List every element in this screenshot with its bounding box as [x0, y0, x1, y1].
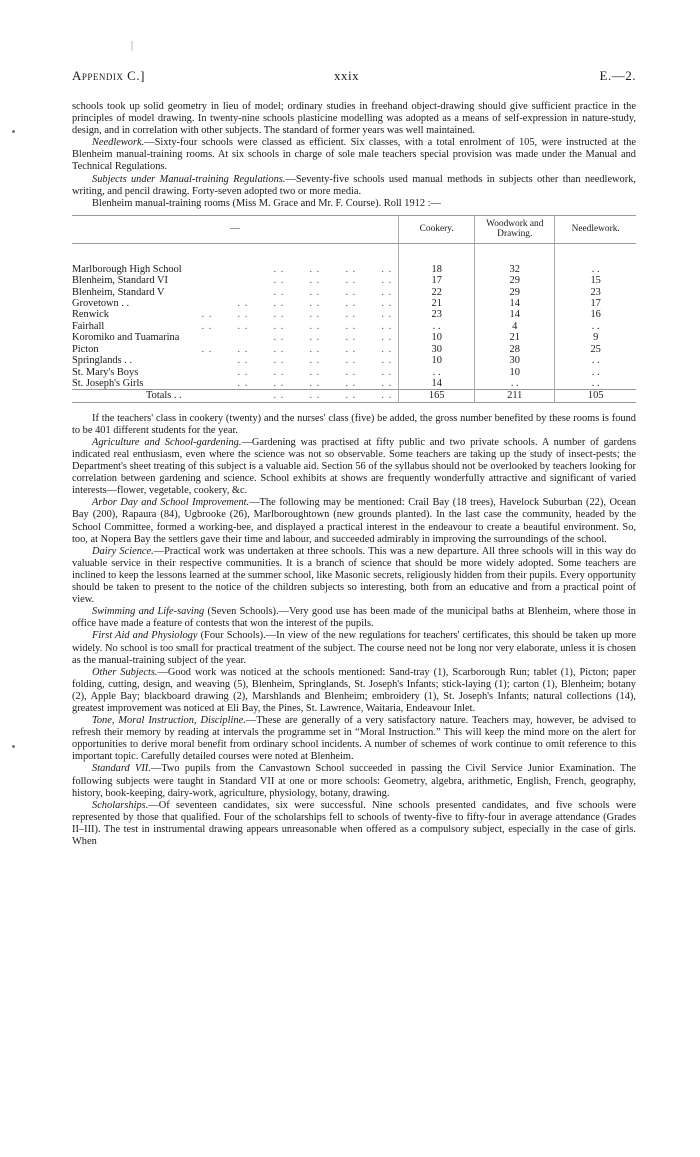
- paragraph-text: —These are generally of a very satisfactory nature. Teachers may, however, be advised to refresh their memory by reading at intervals the programme set in “Moral Instruction.” This will keep the mind more on the alert for opportunities to derive moral benefit from ordinary school incidents. A number of schemes of work continue to omit reference to this important topic. Carefully detailed courses were noted at Blenheim.: [72, 715, 637, 763]
- woodwork-total: 211: [475, 390, 555, 402]
- cookery-value: 18: [399, 264, 475, 275]
- paragraph: [72, 101, 636, 137]
- leader-dots: . . . . . . . . . . . .: [201, 343, 393, 355]
- woodwork-value: 29: [475, 287, 555, 298]
- paragraph: [72, 667, 636, 715]
- table-row: [72, 367, 636, 378]
- cookery-value: 22: [399, 287, 475, 298]
- school-name: St. Mary's Boys: [72, 366, 139, 378]
- cookery-value: 14: [399, 378, 475, 390]
- table-row: [72, 287, 636, 298]
- needlework-value: 17: [555, 298, 636, 309]
- paragraph-text: —Practical work was undertaken at three schools. This was a new departure. All three schools will in this way do valuable service in their respective communities. It is a branch of science that should be more widely adopted. Some teachers are inclined to keep the lessons learned at the summer school, like Masonic secrets, religiously hidden from their pupils. Every opportunity should be taken to present to the notice of the children subjects so interesting, both from an educative and from a practical point of view.: [72, 545, 636, 606]
- leader-dots: . . . . . . . .: [273, 390, 393, 402]
- paragraph-text: (Four Schools).—In view of the new regulations for teachers' certificates, this should be taken up more widely. No school is too small for practical treatment of the subject. The course need not be long nor very elaborate, unless it is chosen as the manual-training subject of the year.: [72, 630, 637, 666]
- table-row: [72, 309, 636, 320]
- paragraph-heading: Dairy Science.: [92, 545, 154, 557]
- leader-dots: . . . . . . . .: [273, 263, 393, 275]
- school-name: Fairhall: [72, 320, 105, 332]
- needlework-value: 25: [555, 344, 636, 355]
- cookery-total: 165: [399, 390, 475, 402]
- cookery-value: 10: [399, 355, 475, 366]
- woodwork-value: 30: [475, 355, 555, 366]
- stub-header: —: [72, 215, 399, 243]
- paragraph: [72, 437, 636, 497]
- table-row: [72, 332, 636, 343]
- table-spacer-row: [72, 243, 636, 264]
- school-name: Blenheim, Standard V: [72, 286, 165, 298]
- table-row: [72, 344, 636, 355]
- cookery-value: . .: [399, 367, 475, 378]
- paragraph: [72, 546, 636, 606]
- totals-label: Totals . .: [146, 390, 182, 402]
- paragraph: [72, 606, 636, 630]
- paragraph: [72, 174, 636, 198]
- paragraph: [72, 497, 636, 545]
- paragraph-text: (Seven Schools).—Very good use has been made of the municipal baths at Blenheim, where those in office have made a feature of contests that won the interest of the pupils.: [72, 606, 636, 630]
- school-name: Renwick: [72, 309, 109, 321]
- needlework-value: 16: [555, 309, 636, 320]
- woodwork-value: 21: [475, 332, 555, 343]
- school-name: Grovetown . .: [72, 298, 130, 310]
- table-row: [72, 378, 636, 390]
- totals-label-cell: [72, 390, 399, 402]
- paragraph-heading: Other Subjects.: [92, 666, 158, 678]
- needlework-value: 15: [555, 275, 636, 286]
- needlework-value: . .: [555, 355, 636, 366]
- leader-dots: . . . . . . . . . . . .: [201, 320, 393, 332]
- spacer-cell: [555, 243, 636, 264]
- paragraph-text: schools took up solid geometry in lieu of model; ordinary studies in freehand object-drawing should give sufficient practice in the principles of model drawing. In twenty-nine schools plasticine modelling was adopted as a means of self-expression in nature-study, design, and in correlation with other subjects. The standard of former years was well maintained.: [72, 101, 636, 137]
- school-name: Springlands . .: [72, 355, 133, 367]
- header-appendix: Appendix C.]: [72, 68, 145, 83]
- paragraph-heading: Arbor Day and School Improvement.: [92, 497, 250, 509]
- totals-row: [72, 390, 636, 402]
- paragraph-heading: Needlework.: [92, 137, 145, 149]
- school-cell: [72, 264, 399, 275]
- paragraph: [72, 715, 636, 763]
- margin-dot: [12, 745, 15, 748]
- school-name: Marlborough High School: [72, 263, 182, 275]
- table-body: [72, 243, 636, 402]
- header-cookery: Cookery.: [399, 215, 475, 243]
- header-needlework: Needlework.: [555, 215, 636, 243]
- header-report-code: E.—2.: [599, 68, 636, 83]
- school-name: Koromiko and Tuamarina: [72, 332, 180, 344]
- needlework-value: . .: [555, 264, 636, 275]
- table-row: [72, 264, 636, 275]
- intro-section: [72, 101, 636, 198]
- leader-dots: . . . . . . . . . .: [237, 377, 393, 389]
- paragraph-heading: Tone, Moral Instruction, Discipline.: [92, 715, 246, 727]
- paragraph-text: —Sixty-four schools were classed as efficient. Six classes, with a total enrolment of 105, were instructed at the Blenheim manual-training rooms. At six schools in charge of sole male teachers special provision was made under the Manual and Technical Regulations.: [72, 137, 636, 173]
- leader-dots: . . . . . . . . . .: [237, 298, 393, 310]
- woodwork-value: 28: [475, 344, 555, 355]
- table-row: [72, 275, 636, 286]
- woodwork-value: 14: [475, 298, 555, 309]
- leader-dots: . . . . . . . .: [273, 286, 393, 298]
- table-row: [72, 355, 636, 366]
- leader-dots: . . . . . . . . . . . .: [201, 309, 393, 321]
- paragraph-heading: Swimming and Life-saving: [92, 606, 205, 618]
- header-woodwork: Woodwork and Drawing.: [475, 215, 555, 243]
- cookery-value: 23: [399, 309, 475, 320]
- page-header: [72, 68, 636, 88]
- cookery-value: 21: [399, 298, 475, 309]
- cookery-value: . .: [399, 321, 475, 332]
- paragraph-heading: Standard VII.: [92, 763, 151, 775]
- paragraph-text: If the teachers' class in cookery (twenty) and the nurses' class (five) be added, the gross number benefited by these rooms is found to be 401 different students for the year.: [72, 412, 636, 436]
- paragraph: [72, 763, 636, 799]
- manual-training-table: [72, 215, 636, 403]
- spacer-cell: [399, 243, 475, 264]
- needlework-value: . .: [555, 321, 636, 332]
- table-row: [72, 321, 636, 332]
- table-header-row: [72, 215, 636, 243]
- paragraph: [72, 800, 636, 848]
- school-cell: [72, 298, 399, 309]
- page-body: [72, 101, 636, 848]
- needlework-total: 105: [555, 390, 636, 402]
- woodwork-value: 10: [475, 367, 555, 378]
- spacer-cell: [72, 243, 399, 264]
- school-cell: [72, 378, 399, 390]
- school-cell: [72, 309, 399, 320]
- paragraph-text: —Good work was noticed at the schools mentioned: Sand-tray (1), Scarborough Run; tablet (1), Picton; paper folding, cutting, design, and weaving (5), Blenheim, Springlands, St. Joseph's Infants; stick-laying (1); carton (1), Blenheim; botany (2), Apple Bay; blackboard drawing (2), Marshlands and Blenheim; embroidery (1), St. Joseph's Infants; natural collections (14), greatest improvement was noticed at Eli Bay, the Pines, St. Lawrence, Waitaria, Endeavour Inlet.: [72, 666, 636, 714]
- spacer-cell: [475, 243, 555, 264]
- paragraph: [72, 137, 636, 173]
- paragraph-text: —Of seventeen candidates, six were successful. Nine schools presented candidates, and five schools were represented by those that qualified. Four of the scholarships fell to schools of twenty-five to fifty-four in average attendance (Grades II–III). The test in instrumental drawing appears unreasonable when offered as a compulsory subject, especially in the case of girls. When: [72, 799, 636, 847]
- paragraph-text: —Gardening was practised at fifty public and two private schools. A number of gardens indicated real enthusiasm, even where the science was not so observable. Some teachers are taking up the study of insect-pests; the Department's sheet treating of this subject is a valuable aid. Section 56 of the syllabus should not be overlooked by teachers looking for correlation between gardening and science. School exhibits at shows are frequently wonderfully attractive and significant of varied interests—flower, vegetable, cookery, &c.: [72, 436, 637, 497]
- needlework-value: 23: [555, 287, 636, 298]
- needlework-value: . .: [555, 367, 636, 378]
- woodwork-value: 14: [475, 309, 555, 320]
- cookery-value: 17: [399, 275, 475, 286]
- paragraph-text: —The following may be mentioned: Crail Bay (18 trees), Havelock Suburban (22), Ocean Bay (200), Rapaura (84), Ugbrooke (26), Marlboroughtown (new grounds planted). In the last case the community, headed by the School Committee, formed a working-bee, and displayed a practical interest in the endeavour to create a beautiful environment. So, too, at Nopera Bay the settlers gave their time and labour, and succeeded admirably in improving the surroundings of the school.: [72, 497, 636, 545]
- school-name: Picton: [72, 343, 99, 355]
- school-cell: [72, 367, 399, 378]
- woodwork-value: . .: [475, 378, 555, 390]
- paragraph-heading: First Aid and Physiology: [92, 630, 198, 642]
- woodwork-value: 32: [475, 264, 555, 275]
- leader-dots: . . . . . . . .: [273, 332, 393, 344]
- school-name: St. Joseph's Girls: [72, 377, 144, 389]
- cookery-value: 30: [399, 344, 475, 355]
- table-row: [72, 298, 636, 309]
- school-cell: [72, 344, 399, 355]
- school-cell: [72, 275, 399, 286]
- paragraph-heading: Agriculture and School-gardening.: [92, 436, 242, 448]
- woodwork-value: 29: [475, 275, 555, 286]
- school-cell: [72, 287, 399, 298]
- paragraph-heading: Subjects under Manual-training Regulations.: [92, 173, 286, 185]
- school-cell: [72, 321, 399, 332]
- paragraph-text: —Two pupils from the Canvastown School succeeded in passing the Civil Service Junior Examination. The following subjects were taught in Standard VII at one or more schools: Geometry, algebra, arithmetic, English, French, geography, history, book-keeping, dairy-work, agriculture, physiology, botany, drawing.: [72, 763, 636, 799]
- needlework-value: 9: [555, 332, 636, 343]
- header-page-number: xxix: [334, 68, 360, 83]
- cookery-value: 10: [399, 332, 475, 343]
- school-cell: [72, 355, 399, 366]
- needlework-value: . .: [555, 378, 636, 390]
- leader-dots: . . . . . . . . . .: [237, 355, 393, 367]
- paragraphs-section: [72, 413, 636, 848]
- leader-dots: . . . . . . . .: [273, 275, 393, 287]
- paragraph-heading: Scholarships.: [92, 799, 149, 811]
- leader-dots: . . . . . . . . . .: [237, 366, 393, 378]
- paragraph: [72, 630, 636, 666]
- margin-dot: [12, 130, 15, 133]
- paragraph: [72, 413, 636, 437]
- school-cell: [72, 332, 399, 343]
- woodwork-value: 4: [475, 321, 555, 332]
- roll-caption: Blenheim manual-training rooms (Miss M. Grace and Mr. F. Course). Roll 1912 :—: [92, 197, 441, 209]
- margin-tick-mark: |: [131, 40, 134, 51]
- paragraph-text: —Seventy-five schools used manual methods in subjects other than needlework, writing, and pencil drawing. Forty-seven adopted two or more media.: [72, 173, 637, 197]
- school-name: Blenheim, Standard VI: [72, 275, 168, 287]
